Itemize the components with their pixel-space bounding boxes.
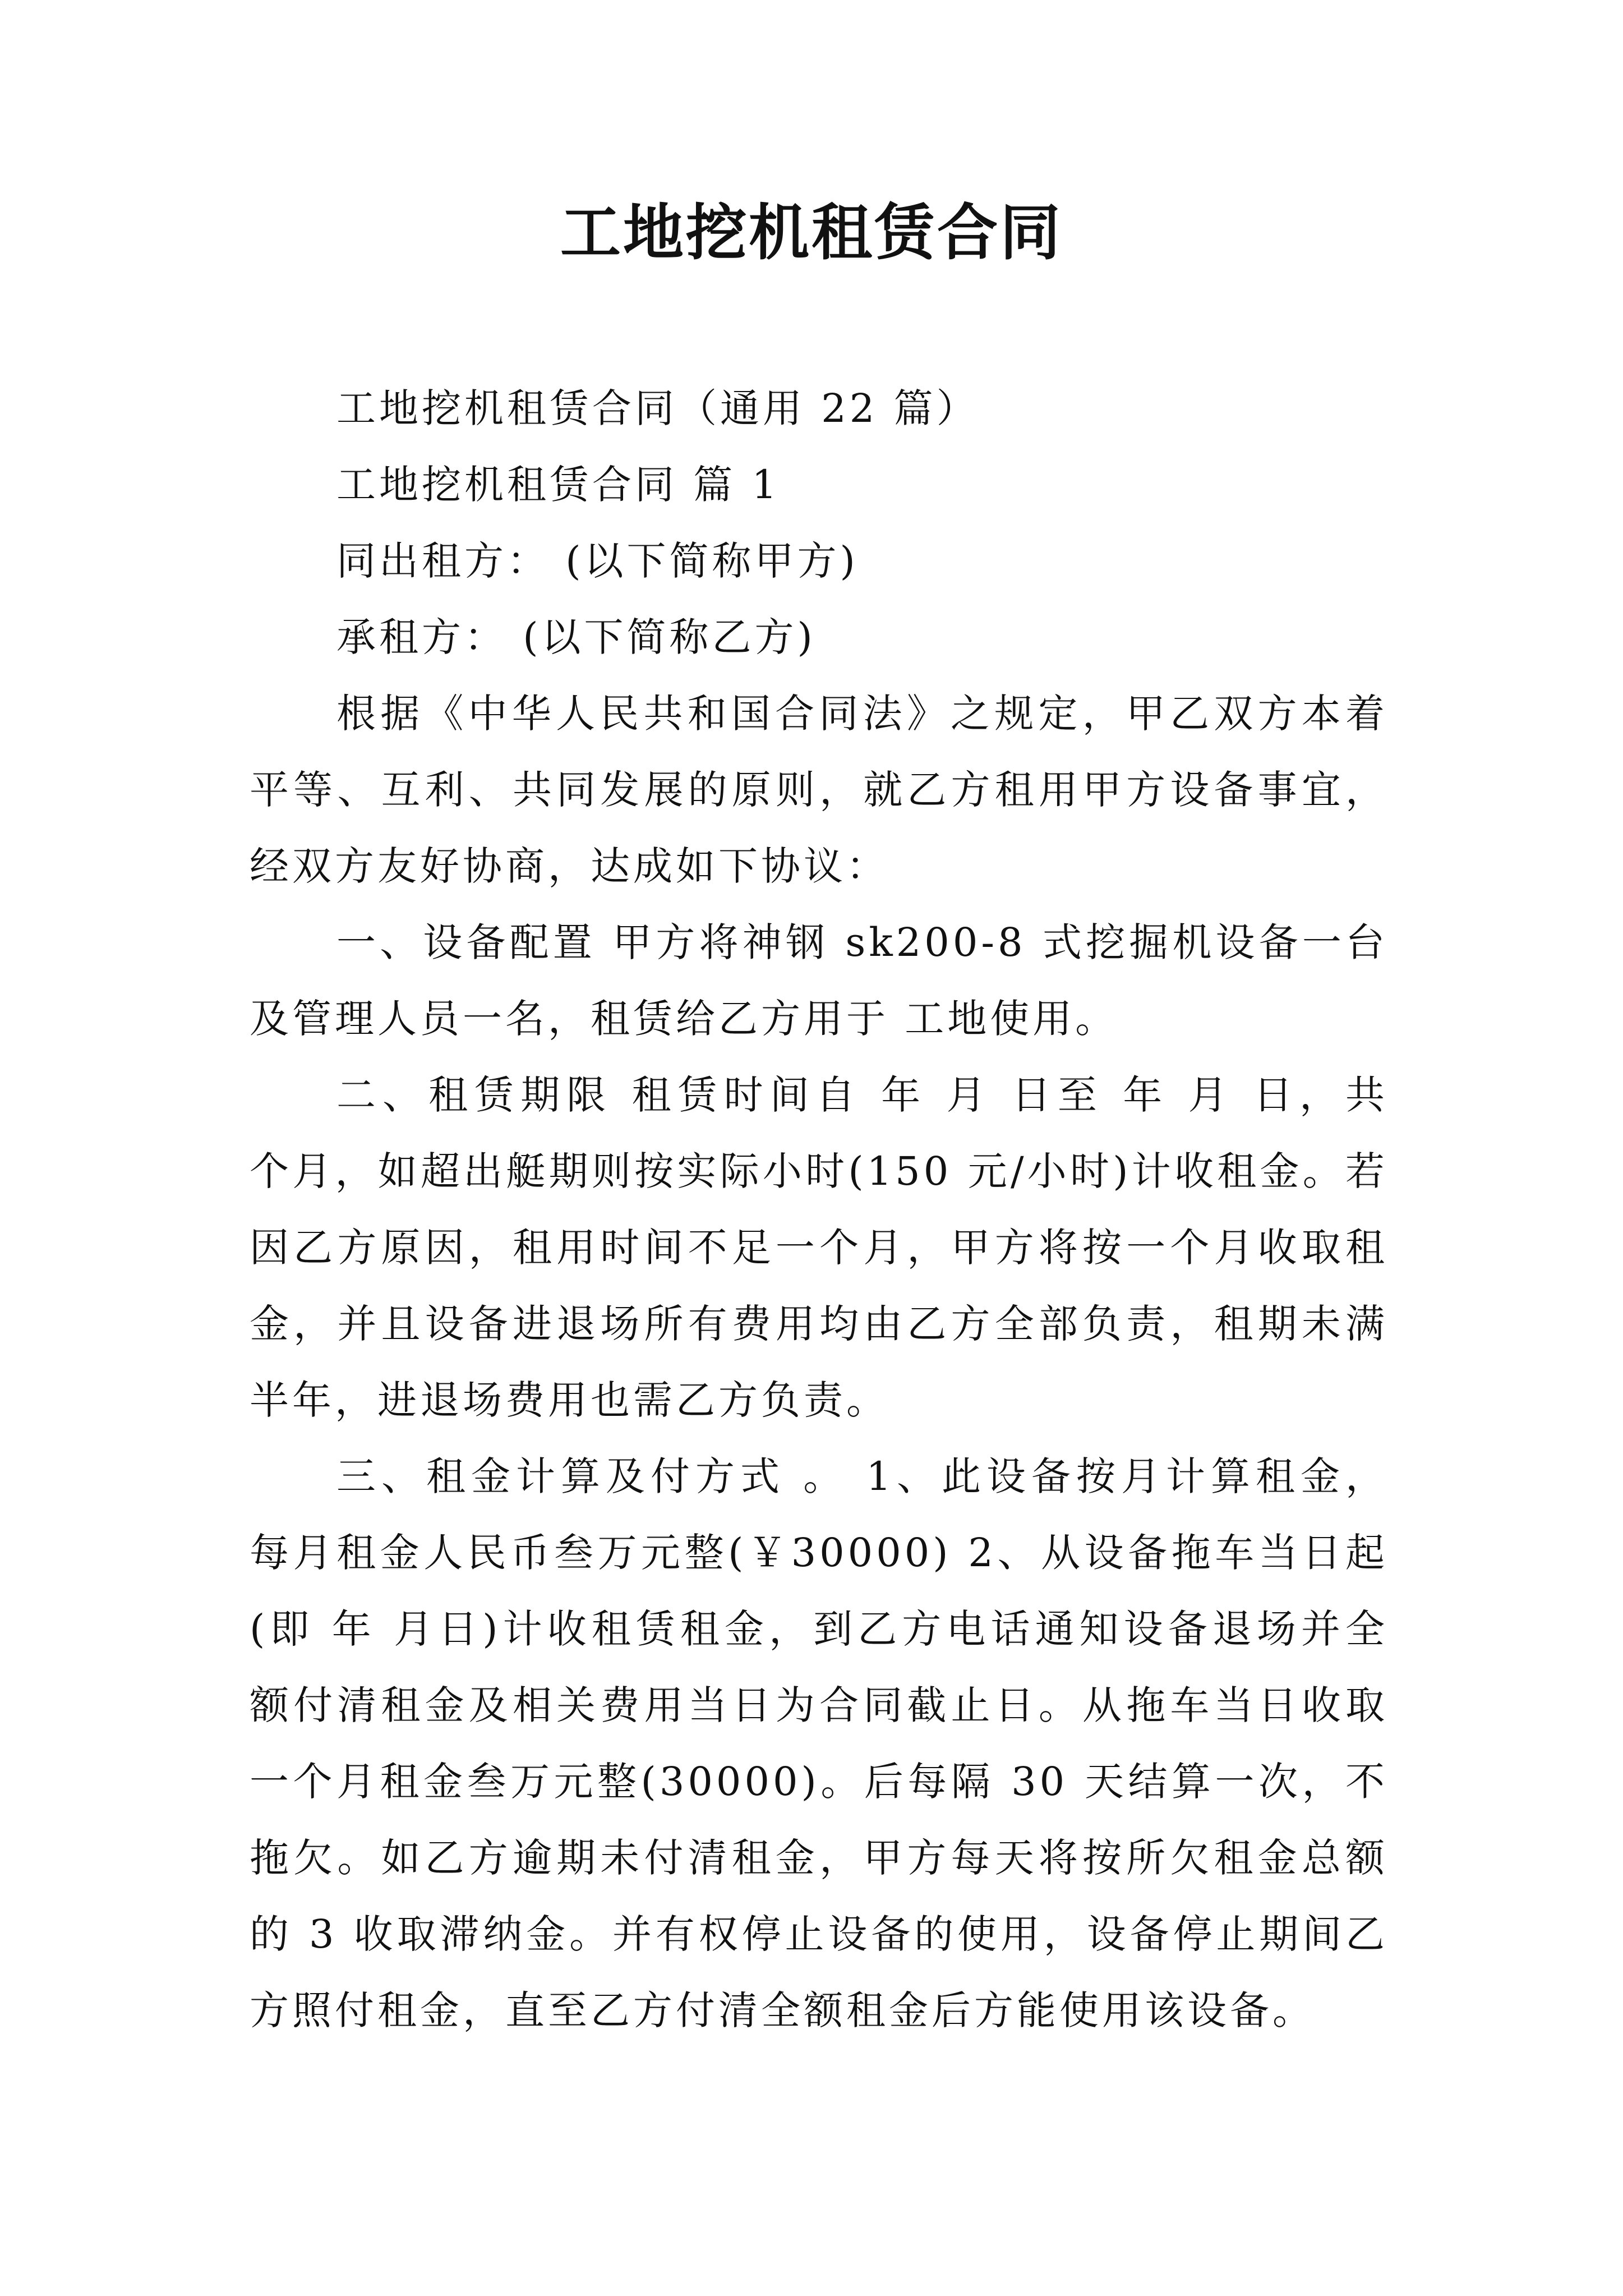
paragraph-line: (即 年 月日)计收租赁租金，到乙方电话通知设备退场并全 xyxy=(250,1606,1388,1652)
clause-equipment xyxy=(250,904,1388,1057)
paragraph-line: 经双方友好协商，达成如下协议： xyxy=(250,843,889,889)
paragraph-line: 额付清租金及相关费用当日为合同截止日。从拖车当日收取 xyxy=(250,1682,1388,1728)
section-heading: 工地挖机租赁合同 篇 1 xyxy=(336,462,781,508)
clause-rent-payment xyxy=(250,1438,1388,2049)
paragraph-line: 个月，如超出艇期则按实际小时(150 元/小时)计收租金。若 xyxy=(250,1148,1388,1194)
paragraph-line: 二、租赁期限 租赁时间自 年 月 日至 年 月 日，共 xyxy=(336,1072,1388,1118)
collection-heading: 工地挖机租赁合同（通用 22 篇） xyxy=(336,385,979,431)
preamble-paragraph xyxy=(250,675,1388,904)
document-body xyxy=(250,370,1388,2049)
paragraph-line: 平等、互利、共同发展的原则，就乙方租用甲方设备事宜， xyxy=(250,767,1388,813)
clause-lease-term xyxy=(250,1057,1388,1438)
lessor-line: 同出租方： (以下简称甲方) xyxy=(336,538,859,584)
paragraph-line: 根据《中华人民共和国合同法》之规定，甲乙双方本着 xyxy=(336,691,1388,737)
paragraph-line: 半年，进退场费用也需乙方负责。 xyxy=(250,1377,889,1423)
paragraph-line: 拖欠。如乙方逾期未付清租金，甲方每天将按所欠租金总额 xyxy=(250,1835,1388,1881)
paragraph-line: 一、设备配置 甲方将神钢 sk200-8 式挖掘机设备一台 xyxy=(336,919,1388,965)
paragraph-line: 的 3 收取滞纳金。并有权停止设备的使用，设备停止期间乙 xyxy=(250,1911,1388,1957)
paragraph-line: 一个月租金叁万元整(30000)。后每隔 30 天结算一次，不 xyxy=(250,1759,1388,1805)
paragraph-line: 因乙方原因，租用时间不足一个月，甲方将按一个月收取租 xyxy=(250,1225,1388,1271)
paragraph-line: 每月租金人民币叁万元整(￥30000) 2、从设备拖车当日起 xyxy=(250,1530,1388,1576)
paragraph-line: 及管理人员一名，租赁给乙方用于 工地使用。 xyxy=(250,996,1118,1042)
lessee-line: 承租方： (以下简称乙方) xyxy=(336,614,816,660)
paragraph-line: 金，并且设备进退场所有费用均由乙方全部负责，租期未满 xyxy=(250,1301,1388,1347)
paragraph-line: 三、租金计算及付方式 。 1、此设备按月计算租金， xyxy=(336,1453,1388,1499)
paragraph-line: 方照付租金，直至乙方付清全额租金后方能使用该设备。 xyxy=(250,1987,1315,2033)
document-title: 工地挖机租赁合同 xyxy=(560,197,1063,268)
